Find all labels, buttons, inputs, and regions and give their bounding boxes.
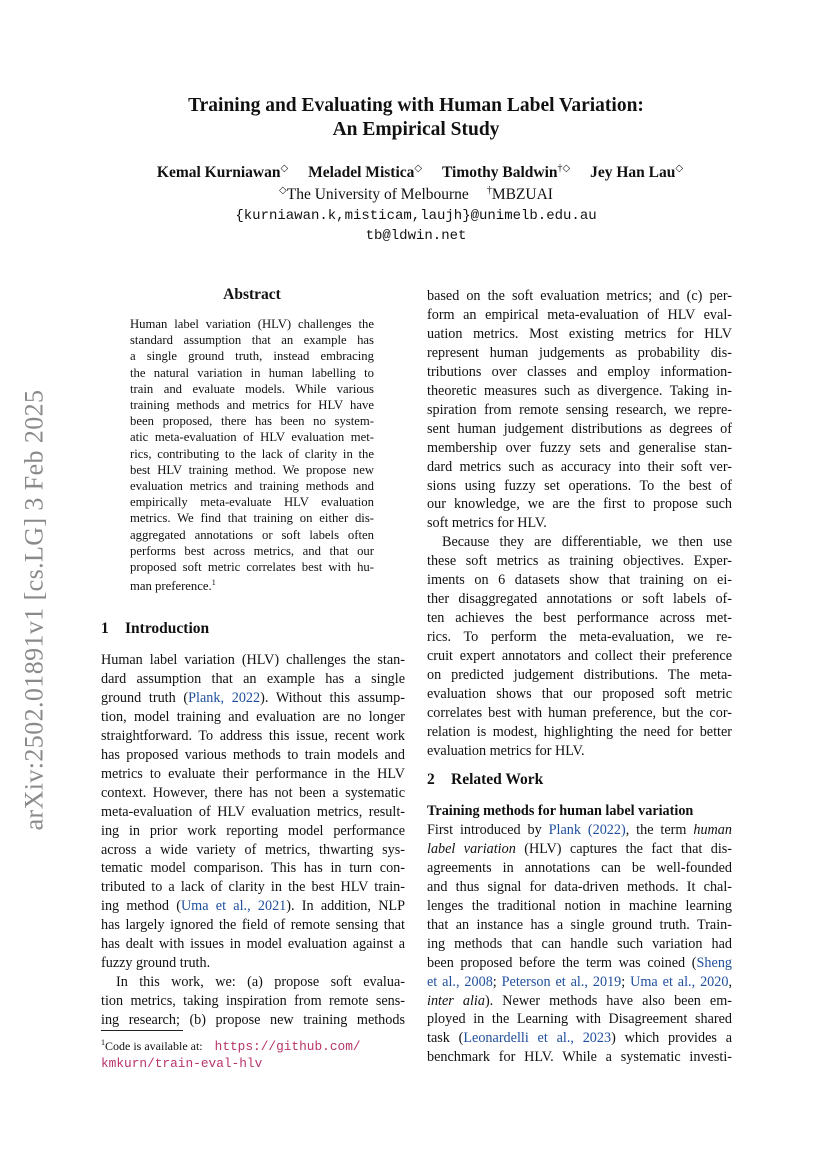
section-heading-related-work: 2 Related Work xyxy=(427,771,544,788)
text-line: theoretic measures such as divergence. Taking in- xyxy=(427,382,732,399)
text-line: task (Leonardelli et al., 2023) which provides a xyxy=(427,1030,732,1047)
abstract-heading: Abstract xyxy=(223,286,281,303)
author: Jey Han Lau◇ xyxy=(590,163,684,182)
text-line: Because they are differentiable, we then use xyxy=(442,534,732,551)
text-line: rics. To perform the meta-evaluation, we re- xyxy=(427,629,732,646)
emphasis: inter alia xyxy=(427,992,485,1009)
text-line: ing in prior work reporting model performance xyxy=(101,822,405,839)
text-line: context. However, there has not been a systematic xyxy=(101,784,405,801)
text-line: tributions over classes and employ information- xyxy=(427,363,732,380)
text-line: straightforward. To address this issue, recent work xyxy=(101,727,405,744)
paper-title xyxy=(100,94,732,142)
emphasis: label variation xyxy=(427,840,516,857)
paragraph-heading: Training methods for human label variation xyxy=(427,803,694,819)
text-line: proposed soft metric correlates best with hu- xyxy=(130,560,374,575)
footnote: $^1$Code is available at: https://github.com/ kmkurn/train-eval-hlv xyxy=(101,1038,361,1071)
text-line: spiration from remote sensing research, we repre- xyxy=(427,401,732,418)
text-line: has proposed various methods to train models and xyxy=(101,746,405,763)
citation-link[interactable]: Peterson et al., 2019 xyxy=(501,973,622,990)
affiliation: MBZUAI xyxy=(491,186,553,204)
text-line: relation is modest, highlighting the need for better xyxy=(427,723,732,740)
text-line: tion metrics, taking inspiration from remote sens- xyxy=(101,993,405,1010)
text-line: on predicted judgement distributions. The meta- xyxy=(427,667,732,684)
footnote-marker[interactable]: 1 xyxy=(211,578,216,588)
arxiv-stamp xyxy=(12,375,56,845)
author-list xyxy=(100,163,740,182)
text-line: inter alia). Newer methods have also been em- xyxy=(427,992,732,1009)
text-line: Human label variation (HLV) challenges the xyxy=(130,317,374,331)
text-line: soft metrics for HLV. xyxy=(427,515,547,532)
text-line: dard metrics such as accuracy into their soft ver- xyxy=(427,458,732,475)
citation-link[interactable]: et al., 2008 xyxy=(427,973,493,990)
text-line: been proposed, there has been no system- xyxy=(130,414,374,429)
text-line: sions using fuzzy set operations. To the best of xyxy=(427,477,732,494)
text-line: aggregated annotations or soft labels often xyxy=(130,527,374,542)
text-line: tion, model training and evaluation are no longer xyxy=(101,708,405,725)
author: Kemal Kurniawan◇ xyxy=(156,163,289,182)
citation-link[interactable]: Plank (2022) xyxy=(548,821,626,838)
emphasis: human xyxy=(693,821,732,838)
section-heading-introduction: 1 Introduction xyxy=(101,620,210,637)
citation-link[interactable]: Uma et al., 2020 xyxy=(630,973,729,990)
text-line: man preference.$^1$ xyxy=(130,578,216,594)
email-line: {kurniawan.k,misticam,laujh}@unimelb.edu.au xyxy=(235,208,597,224)
text-line: our knowledge, we are the first to propose such xyxy=(427,496,732,513)
text-line: atic meta-evaluation of HLV evaluation met- xyxy=(130,430,374,445)
text-line: represent human judgements as probability dis- xyxy=(427,344,732,361)
text-line: benchmark for HLV. While a systematic investi- xyxy=(427,1049,732,1066)
affiliation: The University of Melbourne xyxy=(286,186,469,204)
affiliations: ◇The University of Melbourne †MBZUAI xyxy=(279,185,553,204)
text-line: tematic model comparison. This has in turn con- xyxy=(101,860,405,877)
text-line: best HLV training method. We propose new xyxy=(130,462,374,477)
text-line: First introduced by Plank (2022), the term human xyxy=(427,821,732,838)
text-line: ther disaggregated annotations or soft labels of- xyxy=(427,591,732,608)
text-line: lenges the traditional notion in machine learning xyxy=(427,897,732,914)
text-line: ing research; (b) propose new training methods xyxy=(101,1012,405,1029)
text-line: based on the soft evaluation metrics; and (c) per- xyxy=(427,288,732,304)
text-line: across a wide variety of metrics, thwarting sys- xyxy=(101,841,405,858)
code-link[interactable]: kmkurn/train-eval-hlv xyxy=(101,1056,263,1071)
text-line: uation metrics. Most existing metrics for HLV xyxy=(427,325,732,342)
text-line: evaluation shows that our proposed soft metric xyxy=(427,686,732,703)
text-line: metrics to evaluate their performance in the HLV xyxy=(101,765,405,782)
text-line: metrics. We find that training on either dis- xyxy=(130,511,374,526)
text-line: correlates best with human preference, but the cor- xyxy=(427,704,732,721)
text-line: that an instance has a single ground truth. Train- xyxy=(427,916,732,933)
footnote-rule xyxy=(101,1030,183,1031)
text-line: cruit expert annotators and collect their preference xyxy=(427,648,732,665)
citation-link[interactable]: Uma et al., 2021 xyxy=(180,898,287,915)
text-line: tributed to a lack of clarity in the best HLV train- xyxy=(101,879,405,896)
right-column-body xyxy=(427,287,732,761)
text-line: these soft metrics as training objectives. Exper- xyxy=(427,553,732,570)
arxiv-id: arXiv:2502.01891v1 [cs.LG] 3 Feb 2025 xyxy=(19,389,49,831)
text-line: form an empirical meta-evaluation of HLV eval- xyxy=(427,306,732,323)
author: Meladel Mistica◇ xyxy=(308,163,423,182)
citation-link[interactable]: Leonardelli et al., 2023 xyxy=(463,1030,612,1047)
author: Timothy Baldwin†◇ xyxy=(441,163,571,182)
text-line: a single ground truth, instead embracing xyxy=(130,349,374,364)
text-line: In this work, we: (a) propose soft evalua- xyxy=(116,974,405,991)
code-link[interactable]: https://github.com/ xyxy=(214,1039,361,1054)
text-line: ing methods that can handle such variation had xyxy=(427,935,732,952)
text-line: sent human judgement distributions as degrees of xyxy=(427,420,732,437)
text-line: ing method (Uma et al., 2021). In addition, NLP xyxy=(101,898,405,915)
text-line: agreements in annotations can be well-founded xyxy=(427,859,732,876)
title-line: An Empirical Study xyxy=(332,119,500,140)
citation-link[interactable]: Sheng xyxy=(696,954,732,971)
text-line: meta-evaluation of HLV evaluation metrics, result- xyxy=(101,803,405,820)
text-line: and thus signal for data-driven methods. It chal- xyxy=(427,878,732,895)
introduction-body xyxy=(101,651,405,1030)
text-line: evaluation metrics and training methods and xyxy=(130,479,374,494)
text-line: iments on 6 datasets show that training on ei- xyxy=(427,572,732,589)
text-line: train and evaluate models. While various xyxy=(130,381,374,396)
text-line: has dealt with issues in model evaluation against a xyxy=(101,936,405,953)
text-line: training methods and metrics for HLV have xyxy=(130,398,374,413)
title-line: Training and Evaluating with Human Label Variation: xyxy=(188,95,644,116)
text-line: ten achieves the best performance across met- xyxy=(427,610,732,627)
text-line: ground truth (Plank, 2022). Without this assump- xyxy=(101,689,406,706)
text-line: standard assumption that an example has xyxy=(130,333,374,348)
related-work-body xyxy=(427,802,732,1067)
text-line: et al., 2008; Peterson et al., 2019; Uma et al., 2020, xyxy=(427,973,732,990)
text-line: membership over fuzzy sets and generalise stan- xyxy=(427,439,732,456)
text-line: label variation (HLV) captures the fact that dis- xyxy=(427,840,733,857)
text-line: fuzzy ground truth. xyxy=(101,955,211,972)
text-line: Human label variation (HLV) challenges the stan- xyxy=(101,652,405,668)
text-line: the natural variation in human labelling to xyxy=(130,365,374,380)
text-line: rics, contributing to the lack of clarity in the xyxy=(130,446,374,461)
text-line: evaluation metrics for HLV. xyxy=(427,742,585,759)
text-line: been proposed before the term was coined (Sheng xyxy=(427,954,732,971)
text-line: performs best across metrics, and that our xyxy=(130,543,374,558)
author-emails xyxy=(100,206,732,246)
text-line: ployed in the Learning with Disagreement shared xyxy=(427,1011,732,1028)
text-line: dard assumption that an example has a single xyxy=(101,670,405,687)
citation-link[interactable]: Plank, 2022 xyxy=(188,689,261,706)
text-line: empirically meta-evaluate HLV evaluation xyxy=(130,495,374,510)
abstract-body xyxy=(130,316,374,595)
email-line: tb@ldwin.net xyxy=(365,228,467,244)
text-line: has largely ignored the field of remote sensing that xyxy=(101,917,405,934)
